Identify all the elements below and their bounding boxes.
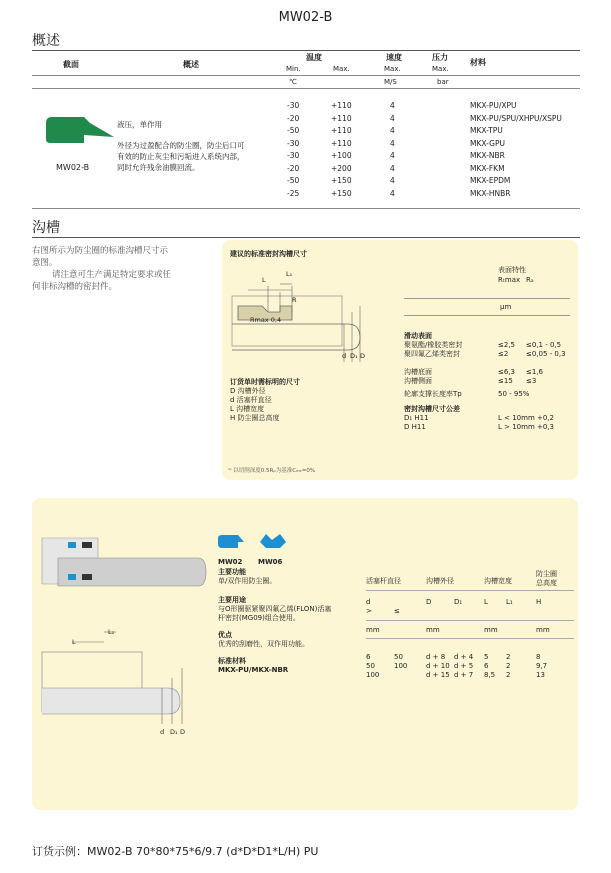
divider (366, 590, 574, 591)
table-cell-D1: d + 7 (454, 671, 474, 679)
order-d: d 活塞杆直径 (230, 396, 272, 404)
desc-line-1: 液压，单作用 (117, 120, 162, 129)
mw06-seal-image (258, 532, 288, 550)
table-cell-L1: 2 (506, 662, 511, 670)
table-cell-D: d + 15 (426, 671, 450, 679)
table-cell-L: 6 (484, 662, 489, 670)
col-h1: 防尘圈 (536, 570, 557, 578)
main-use-1: 与O形圈驱紧聚四氟乙烯(FLON)活塞 (218, 605, 332, 613)
dim-D1: D₁ (170, 728, 178, 736)
col-section: 截面 (63, 60, 79, 69)
pressure-unit: bar (437, 78, 449, 86)
table-cell-min: -20 (287, 163, 300, 173)
product-panel (32, 498, 578, 810)
dim-D1: D₁ (350, 352, 358, 360)
mw06-label: MW06 (258, 558, 283, 566)
unit-rod: mm (366, 626, 380, 634)
std-mat-title: 标准材料 (218, 657, 246, 665)
table-cell-speed: 4 (390, 126, 395, 135)
dim-L: L (72, 638, 76, 646)
dim-L1: L₁ (286, 270, 293, 278)
table-cell-min: -50 (287, 126, 300, 135)
col-desc: 概述 (183, 60, 199, 69)
table-cell-L1: 2 (506, 653, 511, 661)
unit-width: mm (484, 626, 498, 634)
footnote: ¹⁾ 以切削深度0.5Rₚ为基准Cₘₑ=0% (228, 468, 316, 474)
table-cell-L1: 2 (506, 671, 511, 679)
table-cell-max: +110 (331, 113, 352, 123)
dim-R: R (292, 296, 297, 304)
desc-line: 同时允许残余油膜回流。 (117, 163, 200, 172)
table-cell-D: d + 10 (426, 662, 450, 670)
divider (366, 620, 574, 621)
desc-line: 有效的防止灰尘和污垢进入系统内部， (117, 152, 245, 161)
col-width: 沟槽宽度 (484, 577, 512, 585)
table-cell-speed: 4 (390, 101, 395, 110)
table-cell-L: 5 (484, 653, 489, 661)
table-cell-min: -50 (287, 176, 300, 185)
divider (32, 50, 580, 51)
col-temp-max: Max. (333, 65, 350, 73)
ptfe-ra: ≤0,05 - 0,3 (526, 350, 566, 358)
dim-d: d (342, 352, 347, 360)
speed-unit: M/S (384, 78, 397, 86)
sym-le: ≤ (394, 607, 400, 615)
unit-outer: mm (426, 626, 440, 634)
table-cell-material: MKX-PU/XPU (470, 101, 517, 110)
table-cell-min: -30 (287, 151, 300, 160)
table-cell-d1: 100 (366, 671, 380, 679)
table-cell-speed: 4 (390, 188, 395, 198)
surface-ra: Rₐ (526, 276, 534, 284)
table-cell-max: +110 (331, 101, 352, 110)
part-label: MW02-B (56, 163, 90, 172)
table-cell-d1: 6 (366, 653, 371, 661)
sym-L1: L₁ (506, 598, 513, 606)
sym-d: d (366, 598, 371, 606)
table-cell-max: +110 (331, 138, 352, 148)
table-cell-speed: 4 (390, 113, 395, 123)
dim-L: L (262, 276, 266, 284)
table-cell-material: MKX-FKM (470, 163, 505, 173)
gb-rt: ≤6,3 (498, 368, 515, 376)
tol-title: 密封沟槽尺寸公差 (404, 405, 460, 413)
tol-l2: L > 10mm +0,3 (498, 423, 554, 431)
col-h2: 总高度 (536, 579, 557, 587)
surface-labels (404, 332, 462, 432)
table-cell-material: MKX-EPDM (470, 176, 511, 185)
dim-d: d (160, 728, 165, 736)
pu-seal: 聚氨酯/橡胶类密封 (404, 341, 463, 349)
table-cell-H: 8 (536, 653, 541, 661)
tol-d: D H11 (404, 423, 426, 431)
table-cell-speed: 4 (390, 151, 395, 160)
seal-cross-section-image (44, 113, 116, 145)
page-title: MW02-B (278, 10, 333, 25)
desc-line: 外径为过盈配合的防尘圈，防尘后口可 (117, 141, 245, 150)
main-func-title: 主要功能 (218, 568, 246, 576)
table-cell-material: MKX-NBR (470, 151, 505, 160)
gs-rt: ≤15 (498, 377, 513, 385)
mw02-label: MW02 (218, 558, 243, 566)
intro-line: 请注意可生产满足特定要求或任 (52, 270, 172, 280)
divider (366, 638, 574, 639)
dim-L1: L₁ (108, 628, 115, 636)
col-temp: 温度 (306, 53, 322, 62)
col-speed: 速度 (386, 53, 402, 62)
table-cell-speed: 4 (390, 163, 395, 173)
groove-side: 沟槽侧面 (404, 377, 432, 385)
dim-D: D (360, 352, 366, 360)
ra-values (526, 341, 566, 386)
table-cell-min: -25 (287, 188, 300, 198)
table-cell-H: 9,7 (536, 662, 548, 670)
table-cell-D: d + 8 (426, 653, 446, 661)
col-speed-max: Max. (384, 65, 401, 73)
intro-line: 意图。 (32, 258, 58, 268)
order-H: H 防尘圈总高度 (230, 414, 280, 422)
table-cell-material: MKX-TPU (470, 126, 503, 135)
order-D: D 沟槽外径 (230, 387, 266, 395)
dim-Rmax: Rmax 0,4 (250, 316, 282, 324)
table-cell-max: +150 (331, 176, 352, 185)
table-cell-max: +150 (331, 188, 352, 198)
gs-ra: ≤3 (526, 377, 537, 385)
pu-ra: ≤0,1 - 0,5 (526, 341, 562, 349)
table-cell-H: 13 (536, 671, 545, 679)
table-cell-d1: 50 (366, 662, 375, 670)
order-example: 订货示例：MW02-B 70*80*75*6/9.7 (d*D*D1*L/H) PU (32, 845, 319, 858)
groove-intro (32, 245, 171, 293)
intro-line: 何非标沟槽的密封件。 (32, 282, 118, 292)
table-cell-speed: 4 (390, 176, 395, 185)
divider (32, 237, 580, 238)
table-cell-D1: d + 4 (454, 653, 474, 661)
order-L: L 沟槽宽度 (230, 405, 265, 413)
table-cell-max: +110 (331, 126, 352, 135)
overview-heading: 概述 (32, 33, 60, 49)
groove-bottom: 沟槽底面 (404, 368, 432, 376)
table-cell-L: 8,5 (484, 671, 496, 679)
sym-gt: > (366, 607, 372, 615)
sym-L: L (484, 598, 488, 606)
order-title: 订货单时需标明的尺寸 (230, 378, 300, 386)
tp-value: 50 - 95% (498, 390, 530, 398)
table-cell-speed: 4 (390, 138, 395, 148)
surface-rt: Rₜmax (498, 276, 521, 284)
divider (32, 75, 580, 76)
dim-D: D (180, 728, 186, 736)
main-use-2: 杆密封(MG09)组合使用。 (218, 614, 300, 622)
groove-heading: 沟槽 (32, 220, 60, 236)
col-outer: 沟槽外径 (426, 577, 454, 585)
col-rod: 活塞杆直径 (366, 577, 401, 585)
table-cell-max: +100 (331, 151, 352, 160)
col-temp-min: Min. (286, 65, 301, 73)
table-cell-min: -30 (287, 138, 300, 148)
tol-d1: D₁ H11 (404, 414, 429, 422)
col-pressure: 压力 (432, 53, 448, 62)
sym-H: H (536, 598, 542, 606)
tp-label: 轮廓支撑长度率Tp (404, 390, 462, 398)
divider (32, 208, 580, 209)
pu-rt: ≤2,5 (498, 341, 515, 349)
table-cell-min: -20 (287, 113, 300, 123)
divider (32, 88, 580, 89)
ptfe-rt: ≤2 (498, 350, 509, 358)
table-cell-d2: 50 (394, 653, 403, 661)
sym-D: D (426, 598, 432, 606)
rod-seal-drawing (38, 524, 208, 606)
std-mat: MKX-PU/MKX-NBR (218, 666, 289, 674)
table-cell-material: MKX-PU/SPU/XHPU/XSPU (470, 113, 562, 123)
col-pressure-max: Max. (432, 65, 449, 73)
sym-D1: D₁ (454, 598, 463, 606)
table-cell-D1: d + 5 (454, 662, 474, 670)
slide-surface: 滑动表面 (404, 332, 432, 340)
mw02-seal-image (216, 534, 246, 550)
surface-title: 表面特性 (498, 266, 526, 274)
tol-l1: L < 10mm +0,2 (498, 414, 554, 422)
panel-title: 建议的标准密封沟槽尺寸 (230, 250, 307, 258)
table-cell-material: MKX-GPU (470, 138, 505, 148)
temp-unit: ℃ (289, 78, 297, 86)
table-cell-d2: 100 (394, 662, 408, 670)
table-cell-min: -30 (287, 101, 300, 110)
um-unit: μm (500, 303, 512, 311)
groove-drawing-2 (38, 618, 208, 728)
divider (404, 315, 570, 316)
intro-line: 右图所示为防尘圈的标准沟槽尺寸示 (32, 246, 169, 256)
order-dims (230, 378, 300, 423)
gb-ra: ≤1,6 (526, 368, 543, 376)
desc-paragraph (117, 140, 245, 173)
main-use-title: 主要用途 (218, 596, 246, 604)
product-info (218, 568, 331, 675)
col-material: 材料 (470, 58, 486, 67)
groove-panel (222, 240, 578, 480)
adv-title: 优点 (218, 631, 232, 639)
divider (404, 298, 570, 299)
table-cell-material: MKX-HNBR (470, 188, 511, 198)
ptfe-seal: 聚四氟乙烯类密封 (404, 350, 460, 358)
main-func: 单/双作用防尘圈。 (218, 577, 277, 585)
table-cell-max: +200 (331, 163, 352, 173)
unit-h: mm (536, 626, 550, 634)
adv: 优秀的刮磨性，双作用功能。 (218, 640, 309, 648)
